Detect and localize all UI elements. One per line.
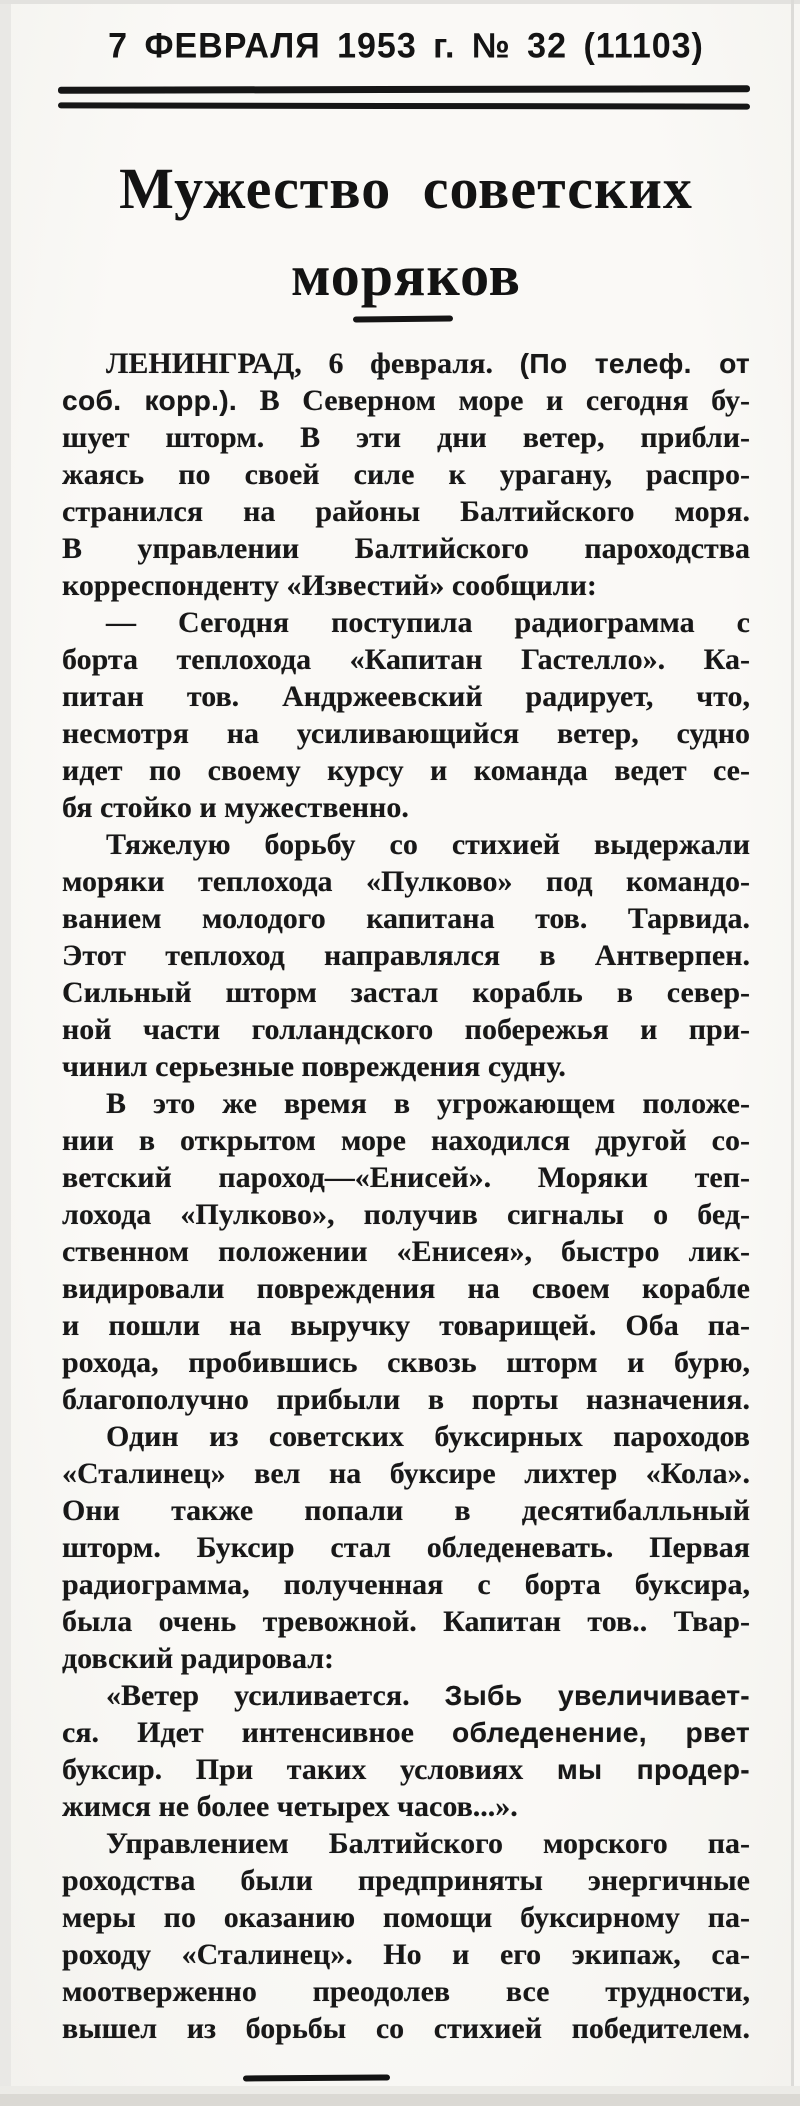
text-line [62,1899,750,1936]
text-segment: Управлением Балтийского морского па- [106,1827,750,1860]
text-segment: В это же время в угрожающем положе- [106,1087,750,1120]
text-segment: шует шторм. В эти дни ветер, прибли- [62,421,750,454]
text-line [62,1455,750,1492]
text-line [62,1603,750,1640]
masthead-double-rule-top [58,85,750,93]
scan-edge-right [791,0,794,2106]
text-segment: (По телеф. от [519,347,750,379]
text-segment: жаясь по своей силе к урагану, распро- [62,458,750,491]
text-segment: благополучно прибыли в порты назначения. [62,1383,750,1416]
text-segment: Этот теплоход направлялся в Антверпен. [62,939,750,972]
text-segment: моотверженно преодолев все трудности, [62,1975,750,2008]
text-segment: корреспонденту «Известий» сообщили: [62,569,597,602]
text-line [62,641,750,678]
text-segment: рохода, пробившись сквозь шторм и бурю, [62,1346,750,1379]
text-segment: идет по своему курсу и команда ведет се- [62,754,750,787]
text-line [62,789,750,826]
text-segment: — Сегодня поступила радиограмма с [106,606,750,639]
text-segment: борта теплохода «Капитан Гастелло». Ка- [62,643,750,676]
text-line [62,974,750,1011]
article-title-line-1: Мужество советских [119,156,693,221]
text-line [62,826,750,863]
text-line [62,1751,750,1788]
paragraph [62,345,750,604]
text-segment: Сильный шторм застал корабль в север- [62,976,750,1009]
text-line [62,715,750,752]
paragraph [62,1085,750,1418]
scan-edge-bottom-fade [0,2086,800,2094]
text-segment: роходства были предприняты энергичные [62,1864,750,1897]
text-segment: и пошли на выручку товарищей. Оба па- [62,1309,750,1342]
text-line [62,1196,750,1233]
text-line [62,1381,750,1418]
text-segment: мы продер- [556,1753,750,1785]
text-line [62,456,750,493]
text-segment: ственном положении «Енисея», быстро лик- [62,1235,750,1268]
text-line [62,419,750,456]
text-line [62,1788,750,1825]
text-segment: питан тов. Андржеевский радирует, что, [62,680,750,713]
article-end-rule [243,2074,390,2081]
text-line [62,1344,750,1381]
text-line [62,1714,750,1751]
text-segment: роходу «Сталинец». Но и его экипаж, са- [62,1938,750,1971]
text-segment: странился на районы Балтийского моря. [62,495,750,528]
text-segment: несмотря на усиливающийся ветер, судно [62,717,750,750]
text-segment: ся. Идет интенсивное [62,1716,452,1749]
text-segment: Один из советских буксирных пароходов [106,1420,750,1453]
text-segment: чинил серьезные повреждения судну. [62,1050,566,1083]
text-line [62,567,750,604]
title-divider-rule [353,315,453,322]
text-line [62,1122,750,1159]
text-segment: вышел из борьбы со стихией победителем. [62,2012,750,2045]
scan-edge-left [0,0,11,2106]
text-line [62,604,750,641]
paragraph [62,1677,750,1825]
text-line [62,1233,750,1270]
paragraph [62,826,750,1085]
text-line [62,1307,750,1344]
paragraph [62,1825,750,2047]
text-line [62,1973,750,2010]
text-segment: была очень тревожной. Капитан тов.. Твар- [62,1605,750,1638]
text-line [62,1048,750,1085]
text-line [62,2010,750,2047]
article-title-line-2: моряков [291,243,521,308]
scan-edge-bottom [0,2094,800,2106]
text-segment: Зыбь увеличивает- [444,1679,750,1711]
text-segment: соб. корр.). [62,384,238,416]
scan-edge-top [0,0,800,4]
text-segment: «Ветер усиливается. [106,1679,445,1712]
paragraph [62,1418,750,1677]
text-segment: лохода «Пулково», получив сигналы о бед- [62,1198,750,1231]
text-line [62,1529,750,1566]
article-body [62,345,750,2047]
text-line [62,1492,750,1529]
text-segment: меры по оказанию помощи буксирному па- [62,1901,750,1934]
text-line [62,1640,750,1677]
text-line [62,493,750,530]
text-segment: буксир. При таких условиях [62,1753,557,1786]
text-line [62,900,750,937]
text-line [62,1418,750,1455]
text-line [62,1677,750,1714]
text-line [62,530,750,567]
text-line [62,1270,750,1307]
text-line [62,1159,750,1196]
text-line [62,1862,750,1899]
text-segment: ванием молодого капитана тов. Тарвида. [62,902,750,935]
text-segment: моряки теплохода «Пулково» под командо- [62,865,750,898]
text-segment: довский радировал: [62,1642,335,1675]
text-line [62,752,750,789]
text-line [62,1085,750,1122]
text-segment: жимся не более четырех часов...». [62,1790,518,1823]
text-line [62,1011,750,1048]
text-segment: нии в открытом море находился другой со- [62,1124,750,1157]
text-line [62,678,750,715]
text-segment: Они также попали в десятибалльный [62,1494,750,1527]
text-segment: ной части голландского побережья и при- [62,1013,750,1046]
text-segment: радиограмма, полученная с борта буксира, [62,1568,750,1601]
text-line [62,937,750,974]
text-segment: В управлении Балтийского пароходства [62,532,750,565]
text-segment: ЛЕНИНГРАД, 6 февраля. [106,347,520,380]
text-segment: видировали повреждения на своем корабле [62,1272,750,1305]
text-segment: ветский пароход—«Енисей». Моряки теп- [62,1161,750,1194]
text-line [62,1936,750,1973]
text-line [62,1566,750,1603]
text-segment: «Сталинец» вел на буксире лихтер «Кола». [62,1457,750,1490]
text-line [62,1825,750,1862]
text-line [62,863,750,900]
text-segment: обледенение, рвет [451,1716,750,1748]
text-line [62,382,750,419]
paragraph [62,604,750,826]
masthead-double-rule-bottom [58,102,750,109]
text-segment: бя стойко и мужественно. [62,791,409,824]
text-segment: Тяжелую борьбу со стихией выдержали [106,828,750,861]
text-segment: шторм. Буксир стал обледеневать. Первая [62,1531,750,1564]
issue-date-header: 7 ФЕВРАЛЯ 1953 г. № 32 (11103) [108,26,704,66]
text-segment: В Северном море и сегодня бу- [237,384,750,417]
text-line [62,345,750,382]
